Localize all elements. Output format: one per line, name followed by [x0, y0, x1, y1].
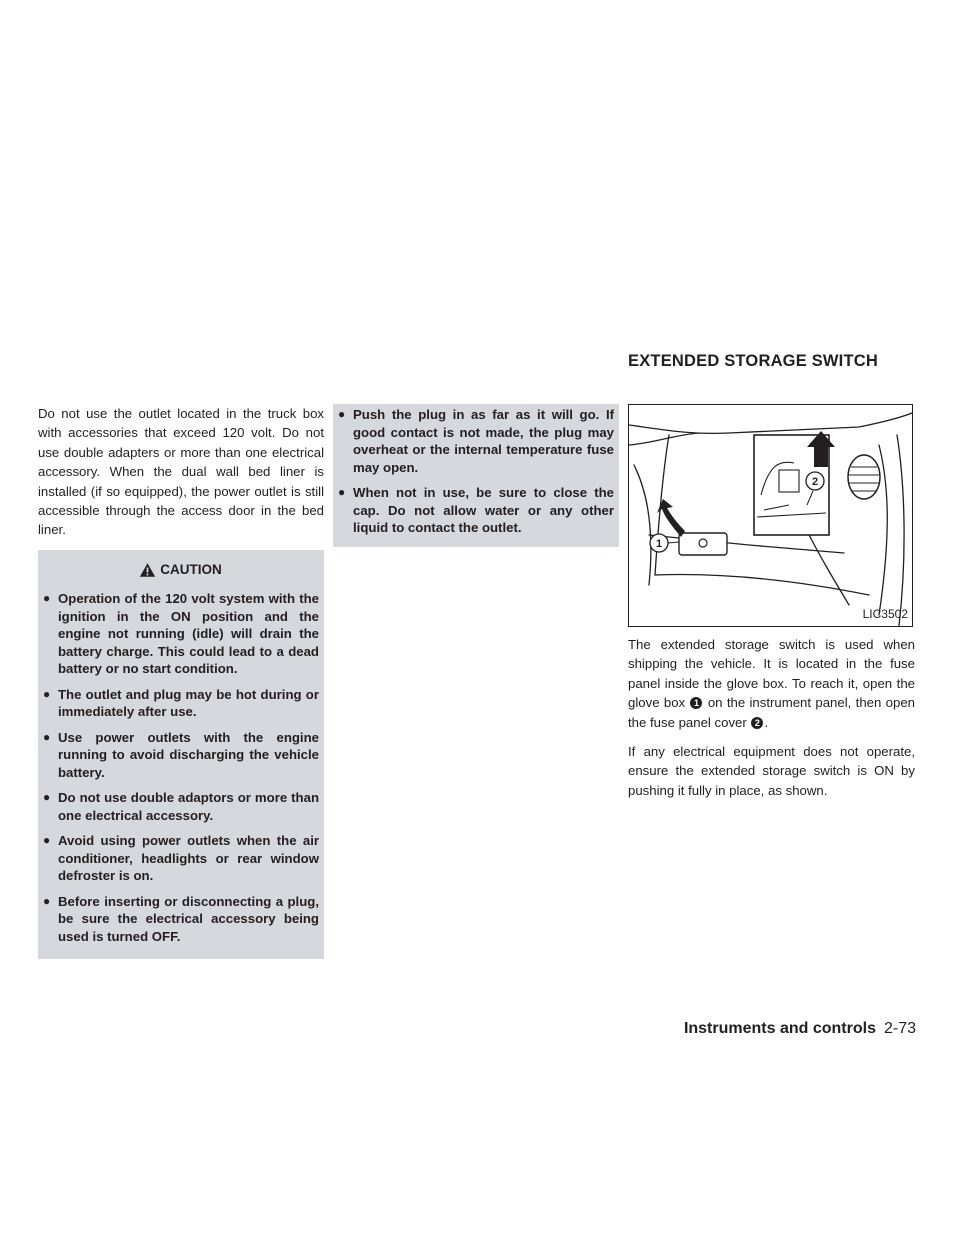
- caution-item: ● Push the plug in as far as it will go. If good contact is not made, the plug may overheat or the internal temperature fuse may open.: [338, 407, 614, 475]
- bullet-icon: ●: [43, 591, 51, 606]
- caution-continued-box: [333, 404, 619, 547]
- bullet-icon: ●: [43, 893, 51, 908]
- dashboard-drawing: [629, 405, 912, 626]
- caution-list: [42, 590, 319, 945]
- callout-1-marker: 1: [690, 697, 702, 709]
- page-footer: [684, 1020, 916, 1038]
- caution-continued-list: [337, 406, 614, 537]
- caution-item: ● Use power outlets with the engine running to avoid discharging the vehicle battery.: [43, 729, 319, 780]
- caution-item: ● The outlet and plug may be hot during or immediately after use.: [43, 686, 319, 720]
- intro-paragraph: Do not use the outlet located in the truck box with accessories that exceed 120 volt. Do not use double adapters or more than one electrical accessory. When the dual wall bed liner is installed (if so equipped), the power outlet is still accessible through the access door in the bed liner.: [38, 406, 324, 538]
- right-column: [628, 404, 915, 810]
- bullet-icon: ●: [338, 407, 346, 421]
- middle-column: [333, 404, 619, 547]
- caution-box: [38, 550, 324, 959]
- warning-triangle-icon: [139, 562, 156, 578]
- bullet-icon: ●: [338, 485, 346, 499]
- caution-item: ● Avoid using power outlets when the air conditioner, headlights or rear window defroster is on.: [43, 833, 319, 884]
- callout-2: 2: [811, 476, 819, 488]
- body-paragraph-2: If any electrical equipment does not operate, ensure the extended storage switch is ON by pushing it fully in place, as shown.: [628, 744, 915, 798]
- glove-box-illustration: [628, 404, 913, 627]
- left-column: [38, 404, 324, 959]
- caution-header: [42, 560, 319, 579]
- caution-item: ● Do not use double adaptors or more than one electrical accessory.: [43, 790, 319, 823]
- body-paragraph-1: The extended storage switch is used when shipping the vehicle. It is located in the fuse panel inside the glove box. To reach it, open the glove box 1 on the instrument panel, then open the fuse panel cover 2 .: [628, 637, 915, 730]
- caution-item: ● When not in use, be sure to close the cap. Do not allow water or any other liquid to contact the outlet.: [338, 485, 614, 535]
- page-number: 2-73: [883, 1020, 916, 1037]
- bullet-icon: ●: [43, 790, 51, 805]
- section-title: EXTENDED STORAGE SWITCH: [628, 352, 878, 370]
- callout-1: 1: [655, 538, 663, 550]
- bullet-icon: ●: [43, 833, 51, 848]
- caution-title: CAUTION: [160, 561, 222, 577]
- caution-item: ● Before inserting or disconnecting a plug, be sure the electrical accessory being used is turned OFF.: [43, 893, 319, 944]
- caution-item: ● Operation of the 120 volt system with the ignition in the ON position and the engine not running (idle) will drain the battery charge. This could lead to a dead battery or no start condition.: [43, 591, 319, 677]
- bullet-icon: ●: [43, 686, 51, 701]
- figure-code: LIC3502: [862, 606, 908, 621]
- callout-2-marker: 2: [751, 717, 763, 729]
- footer-section-name: Instruments and controls: [683, 1020, 876, 1037]
- bullet-icon: ●: [43, 729, 51, 744]
